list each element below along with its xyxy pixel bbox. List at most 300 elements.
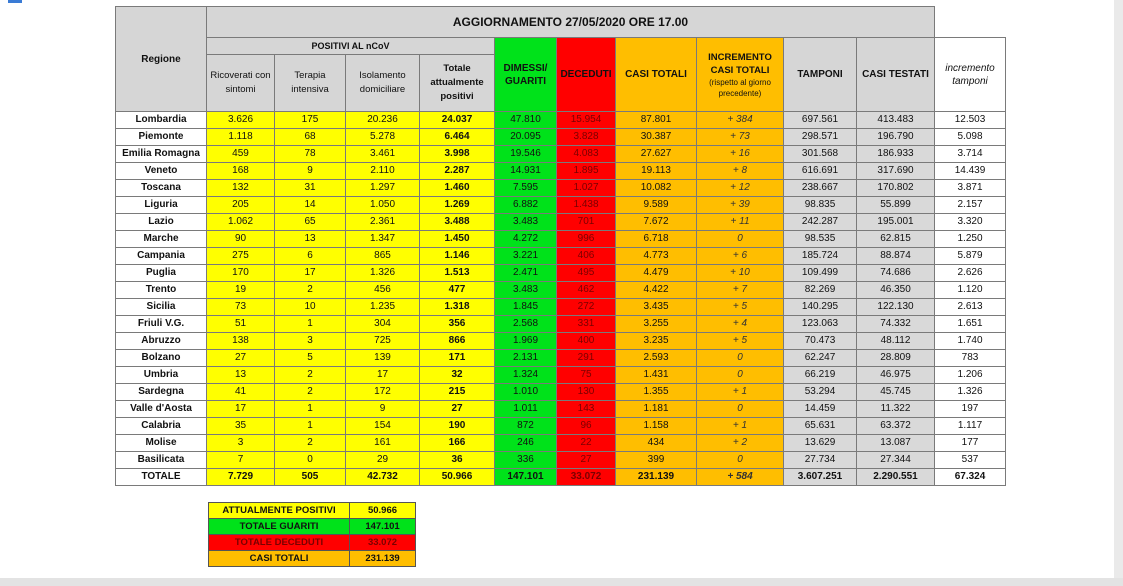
cell-dimessi: 14.931 [495, 163, 557, 180]
table-row [116, 333, 1006, 350]
table-row [116, 231, 1006, 248]
cell-isolamento: 154 [346, 418, 420, 435]
header-incremento-tamponi: incremento tamponi [935, 38, 1006, 112]
cell-testati: 74.686 [857, 265, 935, 282]
cell-tamponi: 616.691 [784, 163, 857, 180]
table-row [116, 452, 1006, 469]
cell-regione: Lombardia [116, 112, 207, 129]
cell-dimessi: 7.595 [495, 180, 557, 197]
cell-deceduti: 130 [557, 384, 616, 401]
cell-ricoverati: 168 [207, 163, 275, 180]
cell-deceduti: 1.438 [557, 197, 616, 214]
summary-row-casi [209, 551, 416, 567]
cell-tamponi: 298.571 [784, 129, 857, 146]
cell-incremento: + 5 [697, 299, 784, 316]
cell-inc-tamponi: 14.439 [935, 163, 1006, 180]
cell-incremento: 0 [697, 367, 784, 384]
cell-ricoverati: 275 [207, 248, 275, 265]
cell-dimessi: 336 [495, 452, 557, 469]
cell-testati: 55.899 [857, 197, 935, 214]
table-row [116, 129, 1006, 146]
cell-terapia: 505 [275, 469, 346, 486]
cell-inc-tamponi: 3.320 [935, 214, 1006, 231]
cell-totale: 32 [420, 367, 495, 384]
cell-inc-tamponi: 2.626 [935, 265, 1006, 282]
cell-terapia: 6 [275, 248, 346, 265]
cell-ricoverati: 7 [207, 452, 275, 469]
cell-tamponi: 301.568 [784, 146, 857, 163]
cell-totale: 36 [420, 452, 495, 469]
cell-totale: 356 [420, 316, 495, 333]
cell-dimessi: 1.969 [495, 333, 557, 350]
cell-tamponi: 27.734 [784, 452, 857, 469]
table-row [116, 248, 1006, 265]
cell-casi: 10.082 [616, 180, 697, 197]
cell-deceduti: 22 [557, 435, 616, 452]
cell-inc-tamponi: 1.120 [935, 282, 1006, 299]
cell-regione: Campania [116, 248, 207, 265]
cell-testati: 122.130 [857, 299, 935, 316]
cell-isolamento: 865 [346, 248, 420, 265]
cell-casi: 399 [616, 452, 697, 469]
cell-totale: 1.269 [420, 197, 495, 214]
cell-regione: Bolzano [116, 350, 207, 367]
cell-totale: 171 [420, 350, 495, 367]
cell-isolamento: 456 [346, 282, 420, 299]
cell-casi: 4.773 [616, 248, 697, 265]
cell-regione: Umbria [116, 367, 207, 384]
cell-ricoverati: 27 [207, 350, 275, 367]
cell-incremento: + 4 [697, 316, 784, 333]
cell-regione: TOTALE [116, 469, 207, 486]
cell-inc-tamponi: 3.714 [935, 146, 1006, 163]
cell-isolamento: 9 [346, 401, 420, 418]
cell-terapia: 1 [275, 418, 346, 435]
cell-inc-tamponi: 1.117 [935, 418, 1006, 435]
cell-dimessi: 246 [495, 435, 557, 452]
cell-terapia: 31 [275, 180, 346, 197]
cell-regione: Emilia Romagna [116, 146, 207, 163]
cell-inc-tamponi: 1.326 [935, 384, 1006, 401]
cell-casi: 4.422 [616, 282, 697, 299]
cell-dimessi: 4.272 [495, 231, 557, 248]
cell-totale: 215 [420, 384, 495, 401]
cell-deceduti: 1.027 [557, 180, 616, 197]
cell-tamponi: 109.499 [784, 265, 857, 282]
cell-isolamento: 1.326 [346, 265, 420, 282]
cell-testati: 11.322 [857, 401, 935, 418]
summary-value: 33.072 [350, 535, 416, 551]
cell-inc-tamponi: 1.250 [935, 231, 1006, 248]
cell-isolamento: 5.278 [346, 129, 420, 146]
cell-dimessi: 3.483 [495, 214, 557, 231]
summary-value: 231.139 [350, 551, 416, 567]
cell-testati: 170.802 [857, 180, 935, 197]
cell-casi: 19.113 [616, 163, 697, 180]
cell-dimessi: 3.483 [495, 282, 557, 299]
table-row [116, 214, 1006, 231]
cell-inc-tamponi: 12.503 [935, 112, 1006, 129]
summary-row-guariti [209, 519, 416, 535]
cell-incremento: + 12 [697, 180, 784, 197]
cell-dimessi: 1.324 [495, 367, 557, 384]
cell-inc-tamponi: 177 [935, 435, 1006, 452]
cell-dimessi: 47.810 [495, 112, 557, 129]
cell-deceduti: 15.954 [557, 112, 616, 129]
cell-deceduti: 331 [557, 316, 616, 333]
cell-incremento: + 7 [697, 282, 784, 299]
table-row [116, 401, 1006, 418]
cell-ricoverati: 459 [207, 146, 275, 163]
cell-ricoverati: 3.626 [207, 112, 275, 129]
cell-regione: Sicilia [116, 299, 207, 316]
cell-regione: Trento [116, 282, 207, 299]
header-casi-totali: CASI TOTALI [616, 38, 697, 112]
header-tamponi: TAMPONI [784, 38, 857, 112]
cell-totale: 1.513 [420, 265, 495, 282]
cell-dimessi: 2.471 [495, 265, 557, 282]
cell-ricoverati: 13 [207, 367, 275, 384]
cell-deceduti: 462 [557, 282, 616, 299]
header-incremento [697, 38, 784, 112]
cell-totale: 477 [420, 282, 495, 299]
cell-terapia: 17 [275, 265, 346, 282]
summary-label: TOTALE DECEDUTI [209, 535, 350, 551]
table-row [116, 282, 1006, 299]
cell-isolamento: 161 [346, 435, 420, 452]
cell-deceduti: 143 [557, 401, 616, 418]
cell-tamponi: 140.295 [784, 299, 857, 316]
summary-value: 147.101 [350, 519, 416, 535]
cell-deceduti: 272 [557, 299, 616, 316]
cell-incremento: 0 [697, 231, 784, 248]
cell-regione: Puglia [116, 265, 207, 282]
cell-casi: 1.181 [616, 401, 697, 418]
cell-terapia: 14 [275, 197, 346, 214]
table-row [116, 197, 1006, 214]
cell-inc-tamponi: 67.324 [935, 469, 1006, 486]
cell-terapia: 0 [275, 452, 346, 469]
cell-deceduti: 1.895 [557, 163, 616, 180]
cell-deceduti: 400 [557, 333, 616, 350]
table-row [116, 180, 1006, 197]
cell-isolamento: 725 [346, 333, 420, 350]
cell-terapia: 2 [275, 435, 346, 452]
cell-totale: 1.318 [420, 299, 495, 316]
cell-terapia: 3 [275, 333, 346, 350]
cell-tamponi: 238.667 [784, 180, 857, 197]
cell-terapia: 2 [275, 384, 346, 401]
cell-totale: 3.488 [420, 214, 495, 231]
cell-incremento: + 10 [697, 265, 784, 282]
cell-regione: Molise [116, 435, 207, 452]
cell-deceduti: 3.828 [557, 129, 616, 146]
cell-casi: 30.387 [616, 129, 697, 146]
cell-casi: 1.158 [616, 418, 697, 435]
cell-casi: 1.431 [616, 367, 697, 384]
cell-dimessi: 3.221 [495, 248, 557, 265]
covid-region-table [115, 6, 1006, 486]
cell-testati: 28.809 [857, 350, 935, 367]
table-row [116, 350, 1006, 367]
cell-terapia: 5 [275, 350, 346, 367]
cell-ricoverati: 205 [207, 197, 275, 214]
cell-ricoverati: 170 [207, 265, 275, 282]
cell-dimessi: 19.546 [495, 146, 557, 163]
cell-testati: 195.001 [857, 214, 935, 231]
cell-ricoverati: 138 [207, 333, 275, 350]
header-totale-positivi: Totale attualmente positivi [420, 55, 495, 112]
cell-isolamento: 139 [346, 350, 420, 367]
cell-totale: 50.966 [420, 469, 495, 486]
cell-testati: 48.112 [857, 333, 935, 350]
cell-terapia: 9 [275, 163, 346, 180]
header-terapia: Terapia intensiva [275, 55, 346, 112]
cell-casi: 2.593 [616, 350, 697, 367]
bottom-edge-bar [0, 578, 1123, 586]
cell-inc-tamponi: 783 [935, 350, 1006, 367]
cell-terapia: 175 [275, 112, 346, 129]
cell-ricoverati: 41 [207, 384, 275, 401]
cell-totale: 1.460 [420, 180, 495, 197]
cell-testati: 46.975 [857, 367, 935, 384]
cell-casi: 27.627 [616, 146, 697, 163]
summary-value: 50.966 [350, 503, 416, 519]
cell-regione: Lazio [116, 214, 207, 231]
cell-incremento: + 16 [697, 146, 784, 163]
cell-dimessi: 20.095 [495, 129, 557, 146]
cell-terapia: 2 [275, 367, 346, 384]
cell-deceduti: 495 [557, 265, 616, 282]
cell-incremento: + 1 [697, 418, 784, 435]
cell-testati: 13.087 [857, 435, 935, 452]
cell-totale: 6.464 [420, 129, 495, 146]
cell-regione: Sardegna [116, 384, 207, 401]
page-title: AGGIORNAMENTO 27/05/2020 ORE 17.00 [207, 7, 935, 38]
cell-deceduti: 406 [557, 248, 616, 265]
cell-tamponi: 62.247 [784, 350, 857, 367]
cell-totale: 3.998 [420, 146, 495, 163]
cell-incremento: + 8 [697, 163, 784, 180]
cell-inc-tamponi: 197 [935, 401, 1006, 418]
cell-dimessi: 1.011 [495, 401, 557, 418]
cell-incremento: 0 [697, 350, 784, 367]
cell-dimessi: 872 [495, 418, 557, 435]
cell-isolamento: 1.235 [346, 299, 420, 316]
cell-isolamento: 2.361 [346, 214, 420, 231]
cell-isolamento: 172 [346, 384, 420, 401]
cell-dimessi: 1.010 [495, 384, 557, 401]
header-blank [935, 7, 1006, 38]
header-incremento-note: (rispetto al giorno precedente) [709, 77, 771, 98]
table-row [116, 299, 1006, 316]
header-positivi: POSITIVI AL nCoV [207, 38, 495, 55]
cell-terapia: 65 [275, 214, 346, 231]
table-row [116, 163, 1006, 180]
cell-deceduti: 27 [557, 452, 616, 469]
cell-tamponi: 123.063 [784, 316, 857, 333]
table-row [116, 112, 1006, 129]
cell-dimessi: 2.131 [495, 350, 557, 367]
cell-regione: Toscana [116, 180, 207, 197]
cell-terapia: 2 [275, 282, 346, 299]
summary-table [208, 502, 416, 567]
cell-casi: 3.235 [616, 333, 697, 350]
cell-terapia: 1 [275, 401, 346, 418]
cell-incremento: + 73 [697, 129, 784, 146]
cell-incremento: + 11 [697, 214, 784, 231]
cell-totale: 27 [420, 401, 495, 418]
cell-casi: 87.801 [616, 112, 697, 129]
cell-testati: 196.790 [857, 129, 935, 146]
header-regione: Regione [116, 7, 207, 112]
summary-label: ATTUALMENTE POSITIVI [209, 503, 350, 519]
cell-inc-tamponi: 537 [935, 452, 1006, 469]
cell-incremento: + 39 [697, 197, 784, 214]
cell-testati: 2.290.551 [857, 469, 935, 486]
cell-deceduti: 75 [557, 367, 616, 384]
cell-inc-tamponi: 1.206 [935, 367, 1006, 384]
cell-ricoverati: 35 [207, 418, 275, 435]
cell-deceduti: 96 [557, 418, 616, 435]
cell-ricoverati: 132 [207, 180, 275, 197]
cell-regione: Veneto [116, 163, 207, 180]
cell-incremento: + 2 [697, 435, 784, 452]
cell-totale: 24.037 [420, 112, 495, 129]
cell-incremento: + 584 [697, 469, 784, 486]
cell-deceduti: 4.083 [557, 146, 616, 163]
summary-row-positivi [209, 503, 416, 519]
cell-regione: Calabria [116, 418, 207, 435]
header-ricoverati: Ricoverati con sintomi [207, 55, 275, 112]
cell-casi: 9.589 [616, 197, 697, 214]
cell-tamponi: 14.459 [784, 401, 857, 418]
cell-regione: Piemonte [116, 129, 207, 146]
header-incremento-label: INCREMENTO CASI TOTALI [708, 51, 772, 76]
cell-deceduti: 291 [557, 350, 616, 367]
cell-totale: 866 [420, 333, 495, 350]
cell-testati: 413.483 [857, 112, 935, 129]
cell-casi: 1.355 [616, 384, 697, 401]
cell-terapia: 78 [275, 146, 346, 163]
cell-testati: 46.350 [857, 282, 935, 299]
cell-dimessi: 2.568 [495, 316, 557, 333]
table-row [116, 146, 1006, 163]
cell-deceduti: 996 [557, 231, 616, 248]
cell-testati: 317.690 [857, 163, 935, 180]
cell-regione: Valle d'Aosta [116, 401, 207, 418]
cell-inc-tamponi: 2.613 [935, 299, 1006, 316]
cell-ricoverati: 7.729 [207, 469, 275, 486]
cell-ricoverati: 51 [207, 316, 275, 333]
cell-inc-tamponi: 2.157 [935, 197, 1006, 214]
cell-isolamento: 42.732 [346, 469, 420, 486]
cell-deceduti: 33.072 [557, 469, 616, 486]
cell-tamponi: 70.473 [784, 333, 857, 350]
header-isolamento: Isolamento domiciliare [346, 55, 420, 112]
table-row [116, 367, 1006, 384]
cell-tamponi: 53.294 [784, 384, 857, 401]
cell-tamponi: 3.607.251 [784, 469, 857, 486]
cell-casi: 3.255 [616, 316, 697, 333]
cell-totale: 166 [420, 435, 495, 452]
cell-totale: 1.450 [420, 231, 495, 248]
cell-tamponi: 242.287 [784, 214, 857, 231]
cell-testati: 27.344 [857, 452, 935, 469]
corner-mark [8, 0, 22, 3]
cell-totale: 2.287 [420, 163, 495, 180]
cell-ricoverati: 3 [207, 435, 275, 452]
table-row-totale [116, 469, 1006, 486]
table-row [116, 418, 1006, 435]
cell-terapia: 68 [275, 129, 346, 146]
table-body [116, 112, 1006, 469]
cell-regione: Friuli V.G. [116, 316, 207, 333]
header-deceduti: DECEDUTI [557, 38, 616, 112]
cell-incremento: + 6 [697, 248, 784, 265]
cell-ricoverati: 73 [207, 299, 275, 316]
table-row [116, 435, 1006, 452]
cell-ricoverati: 90 [207, 231, 275, 248]
cell-testati: 45.745 [857, 384, 935, 401]
cell-isolamento: 29 [346, 452, 420, 469]
cell-incremento: 0 [697, 452, 784, 469]
summary-label: TOTALE GUARITI [209, 519, 350, 535]
cell-terapia: 1 [275, 316, 346, 333]
cell-testati: 186.933 [857, 146, 935, 163]
cell-inc-tamponi: 3.871 [935, 180, 1006, 197]
cell-incremento: + 1 [697, 384, 784, 401]
cell-tamponi: 82.269 [784, 282, 857, 299]
table-row [116, 265, 1006, 282]
cell-testati: 74.332 [857, 316, 935, 333]
cell-isolamento: 2.110 [346, 163, 420, 180]
cell-dimessi: 147.101 [495, 469, 557, 486]
cell-incremento: + 5 [697, 333, 784, 350]
cell-inc-tamponi: 1.740 [935, 333, 1006, 350]
cell-tamponi: 65.631 [784, 418, 857, 435]
cell-casi: 3.435 [616, 299, 697, 316]
cell-ricoverati: 17 [207, 401, 275, 418]
cell-isolamento: 17 [346, 367, 420, 384]
cell-tamponi: 98.535 [784, 231, 857, 248]
cell-inc-tamponi: 5.879 [935, 248, 1006, 265]
table-row [116, 316, 1006, 333]
cell-casi: 7.672 [616, 214, 697, 231]
cell-testati: 88.874 [857, 248, 935, 265]
cell-regione: Abruzzo [116, 333, 207, 350]
table-row [116, 384, 1006, 401]
summary-label: CASI TOTALI [209, 551, 350, 567]
cell-regione: Basilicata [116, 452, 207, 469]
cell-ricoverati: 1.062 [207, 214, 275, 231]
summary-row-deceduti [209, 535, 416, 551]
cell-inc-tamponi: 1.651 [935, 316, 1006, 333]
cell-testati: 62.815 [857, 231, 935, 248]
cell-incremento: 0 [697, 401, 784, 418]
cell-dimessi: 6.882 [495, 197, 557, 214]
cell-dimessi: 1.845 [495, 299, 557, 316]
cell-isolamento: 1.347 [346, 231, 420, 248]
cell-regione: Liguria [116, 197, 207, 214]
cell-tamponi: 98.835 [784, 197, 857, 214]
cell-tamponi: 66.219 [784, 367, 857, 384]
cell-isolamento: 3.461 [346, 146, 420, 163]
cell-tamponi: 185.724 [784, 248, 857, 265]
right-edge-bar [1114, 0, 1123, 586]
cell-terapia: 13 [275, 231, 346, 248]
cell-isolamento: 1.297 [346, 180, 420, 197]
